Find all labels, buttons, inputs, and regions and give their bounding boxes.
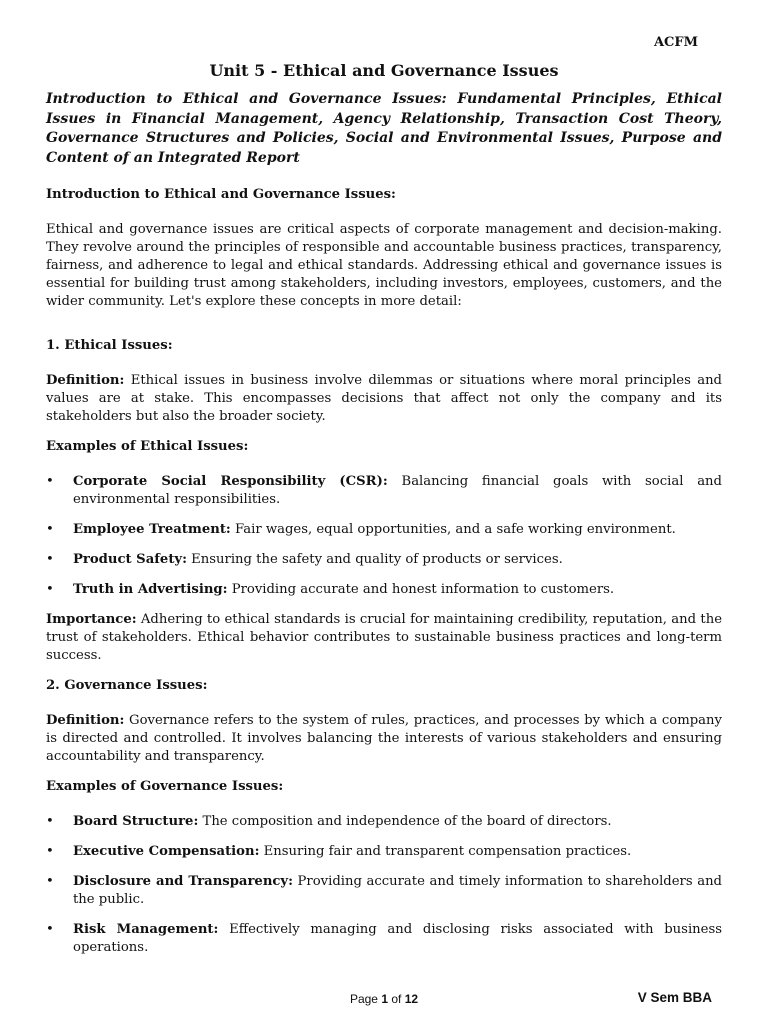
item-text: The composition and independence of the board of directors. [198,814,612,829]
header-course-code: ACFM [653,35,698,50]
item-label: Risk Management: [73,922,219,937]
bullet-icon: • [46,814,54,829]
definition-text: Governance refers to the system of rules, practices, and processes by which a company is directed and controlled. It involves balancing the interests of various stakeholders and ensuring accountability and transparency. [46,713,722,764]
item-text: Providing accurate and honest information to customers. [227,582,615,597]
item-label: Product Safety: [73,552,187,567]
of-word: of [388,992,405,1006]
ethical-importance [46,611,722,665]
bullet-icon: • [46,582,54,597]
importance-label: Importance: [46,612,137,627]
bullet-icon: • [46,552,54,567]
item-text: Ensuring the safety and quality of products or services. [186,552,563,567]
ethical-examples-heading: Examples of Ethical Issues: [46,439,249,454]
intro-heading: Introduction to Ethical and Governance Issues: [46,187,396,202]
list-item [46,521,722,539]
item-label: Board Structure: [73,814,199,829]
list-item [46,843,722,861]
bullet-icon: • [46,874,54,889]
bullet-icon: • [46,522,54,537]
importance-text: Adhering to ethical standards is crucial for maintaining credibility, reputation, and the trust of stakeholders. Ethical behavior contributes to sustainable business practices and long-term success. [46,612,722,663]
list-item [46,551,722,569]
definition-text: Ethical issues in business involve dilemmas or situations where moral principles and values are at stake. This encompasses decisions that affect not only the company and its stakeholders but also the broader society. [46,373,722,424]
item-text: Effectively managing and disclosing risks associated with business operations. [73,922,722,955]
item-label: Truth in Advertising: [73,582,228,597]
item-text: Ensuring fair and transparent compensation practices. [259,844,632,859]
governance-examples-list [46,813,722,957]
governance-examples-heading: Examples of Governance Issues: [46,779,284,794]
current-page: 1 [381,992,388,1006]
ethical-examples-list [46,473,722,599]
item-text: Fair wages, equal opportunities, and a safe working environment. [230,522,676,537]
item-label: Disclosure and Transparency: [73,874,293,889]
ethical-issues-heading: 1. Ethical Issues: [46,338,173,353]
item-text: Providing accurate and timely information to shareholders and the public. [73,874,722,907]
page-title: Unit 5 - Ethical and Governance Issues [209,61,559,80]
item-label: Executive Compensation: [73,844,260,859]
definition-label: Definition: [46,713,125,728]
item-label: Employee Treatment: [73,522,231,537]
bullet-icon: • [46,844,54,859]
document-body [46,62,722,969]
definition-label: Definition: [46,373,125,388]
bullet-icon: • [46,474,54,489]
total-pages: 12 [404,992,419,1006]
footer-semester: V Sem BBA [637,990,712,1005]
item-label: Corporate Social Responsibility (CSR): [73,474,388,489]
intro-paragraph: Ethical and governance issues are critical aspects of corporate management and decision-making. They revolve around the principles of responsible and accountable business practices, transparency, fairness, and adherence to legal and ethical standards. Addressing ethical and governance issues is essential for building trust among stakeholders, including investors, employees, customers, and the wider community. Let's explore these concepts in more detail: [46,222,722,309]
list-item [46,581,722,599]
page-word: Page [349,992,382,1006]
list-item [46,813,722,831]
governance-definition [46,712,722,766]
list-item [46,921,722,957]
governance-issues-heading: 2. Governance Issues: [46,678,208,693]
list-item [46,873,722,909]
ethical-definition [46,372,722,426]
unit-subtitle: Introduction to Ethical and Governance Issues: Fundamental Principles, Ethical Issues in Financial Management, Agency Relationship, Transaction Cost Theory, Governance Structures and Policies, Social and Environmental Issues, Purpose and Content of an Integrated Report [46,91,722,166]
bullet-icon: • [46,922,54,937]
item-text: Balancing financial goals with social and environmental responsibilities. [73,474,722,507]
list-item [46,473,722,509]
